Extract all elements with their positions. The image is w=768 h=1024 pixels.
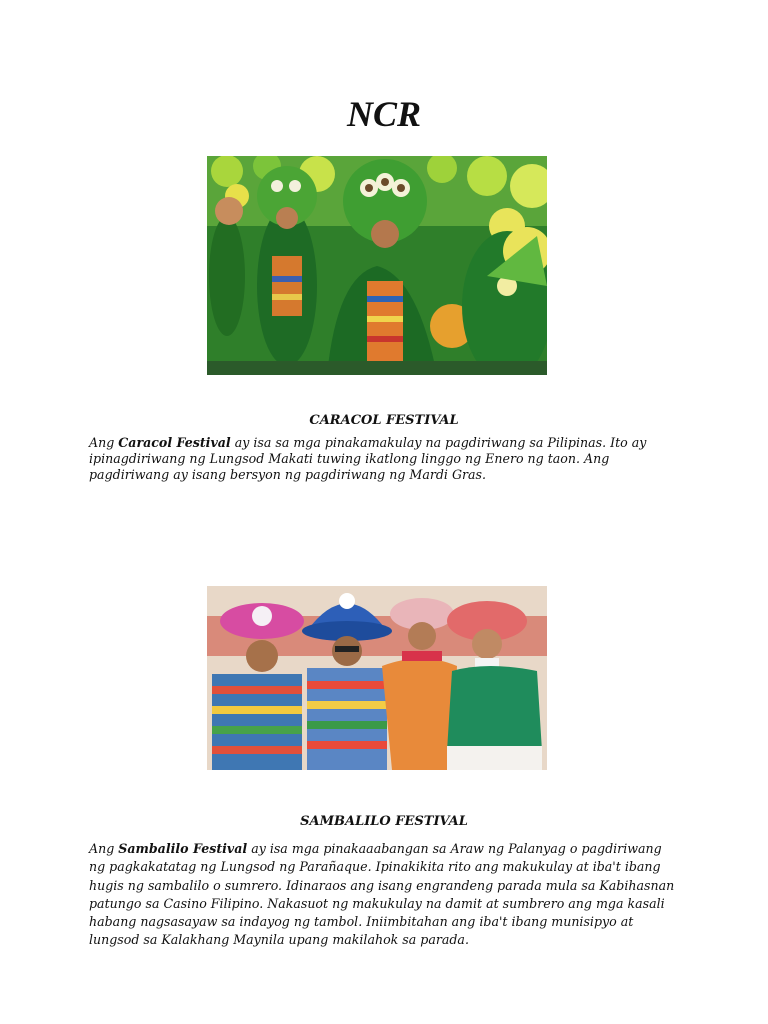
- sambalilo-festival-photo: [207, 556, 547, 770]
- caracol-paragraph: [89, 435, 679, 484]
- paragraph-intro: Ang: [89, 841, 119, 856]
- caracol-festival-photo: [207, 156, 547, 375]
- festival-name: Sambalilo Festival: [118, 841, 248, 856]
- festival-name: Caracol Festival: [118, 435, 231, 450]
- paragraph-body: ay isa mga pinakaaabangan sa Araw ng Palanyag o pagdiriwang ng pagkakatatag ng Lungsod ng Parañaque. Ipinakikita rito ang makukulay at iba't ibang hugis ng sambalilo o sumrero. Idinaraos ang isang engrandeng parada mula sa Kabihasnan patungo sa Casino Filipino. Nakasuot ng makukulay na damit at sumbrero ang mga kasali habang nagsasayaw sa indayog ng tambol. Iniimbitahan ang iba't ibang munisipyo at lungsod sa Kalakhang Maynila upang makilahok sa parada.: [89, 841, 675, 948]
- sambalilo-paragraph: [89, 840, 679, 950]
- paragraph-body: ay isa sa mga pinakamakulay na pagdiriwang sa Pilipinas. Ito ay ipinagdiriwang ng Lungsod Makati tuwing ikatlong linggo ng Enero ng taon. Ang pagdiriwang ay isang bersyon ng pagdiriwang ng Mardi Gras.: [89, 435, 647, 483]
- section-heading-sambalilo: SAMBALILO FESTIVAL: [300, 814, 468, 829]
- section-heading-caracol: CARACOL FESTIVAL: [309, 413, 459, 428]
- paragraph-intro: Ang: [89, 435, 119, 450]
- page-title: NCR: [346, 94, 422, 134]
